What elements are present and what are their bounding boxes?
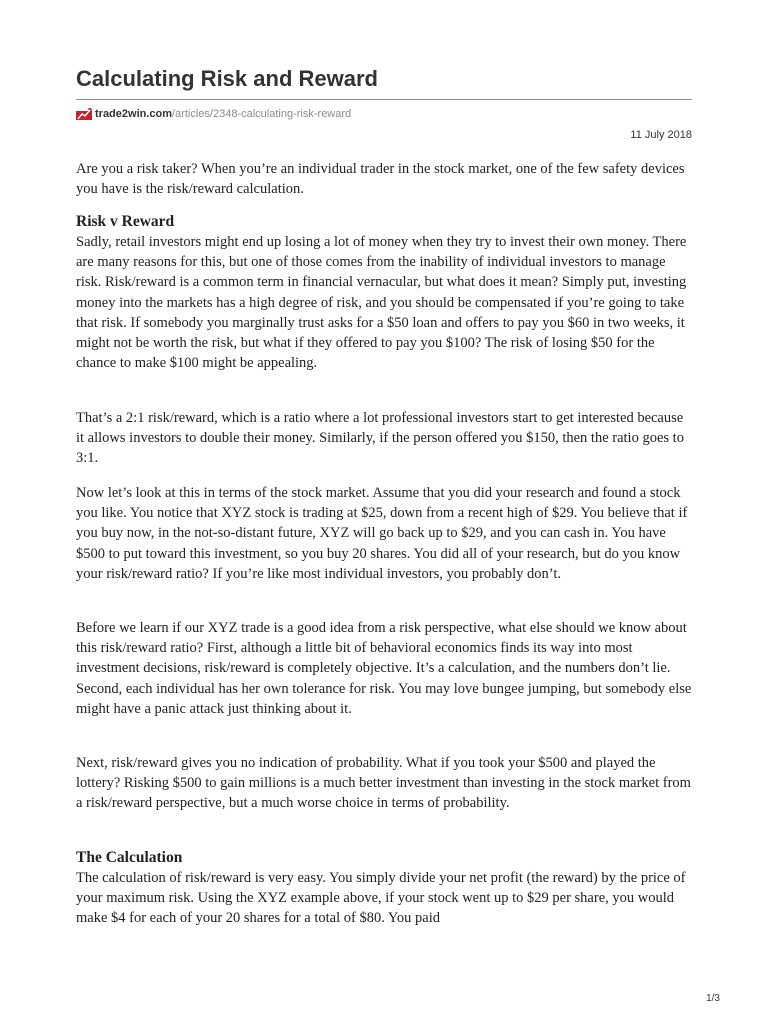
paragraph-body-3: Now let’s look at this in terms of the stock market. Assume that you did your research and found a stock you like. You notice that XYZ stock is trading at $25, down from a recent high of $29. You believe that if you buy now, in the not-so-distant future, XYZ will go back up to $29, and you can cash in. You have $500 to put toward this investment, so you buy 20 shares. You did all of your research, but do you know your risk/reward ratio? If you’re like most individual investors, you probably don’t. xyxy=(76,485,688,582)
paragraph-body-2: That’s a 2:1 risk/reward, which is a ratio where a lot professional investors start to get interested because it allows investors to double their money. Similarly, if the person offered you $150, then the ratio goes to 3:1. xyxy=(76,410,684,467)
paragraph-body-1: Sadly, retail investors might end up losing a lot of money when they try to invest their own money. There are many reasons for this, but one of those comes from the inability of individual investors to manage risk. Risk/reward is a common term in financial vernacular, but what does it mean? Simply put, investing money into the markets has a high degree of risk, and you should be compensated if you’re going to take that risk. If somebody you marginally trust asks for a $50 loan and offers to pay you $60 in two weeks, it might not be worth the risk, but what if they offered to pay you $100? The risk of losing $50 for the chance to make $100 might be appealing. xyxy=(76,234,687,372)
paragraph-body-6: The calculation of risk/reward is very easy. You simply divide your net profit (the reward) by the price of your maximum risk. Using the XYZ example above, if your stock went up to $29 per share, you would make $4 for each of your 20 shares for a total of $80. You paid xyxy=(76,870,686,927)
page-number: 1/3 xyxy=(706,993,720,1004)
publish-date: 11 July 2018 xyxy=(630,129,692,141)
paragraph-body-5: Next, risk/reward gives you no indication of probability. What if you took your $500 and played the lottery? Risking $500 to gain millions is a much better investment than investing in the stock market from a risk/reward perspective, but a much worse choice in terms of probability. xyxy=(76,755,691,812)
source-domain: trade2win.com xyxy=(95,108,173,120)
title-divider xyxy=(76,99,692,100)
source-path: /articles/2348-calculating-risk-reward xyxy=(172,108,352,120)
paragraph-intro: Are you a risk taker? When you’re an individual trader in the stock market, one of the few safety devices you have is the risk/reward calculation. xyxy=(76,161,685,198)
paragraph-body-4: Before we learn if our XYZ trade is a good idea from a risk perspective, what else should we know about this risk/reward ratio? First, although a little bit of behavioral economics finds its way into most investment decisions, risk/reward is completely objective. It’s a calculation, and the numbers don’t lie. Second, each individual has her own tolerance for risk. You may love bungee jumping, but somebody else might have a panic attack just thinking about it. xyxy=(76,620,692,717)
trade2win-logo-icon xyxy=(76,108,93,121)
source-url[interactable] xyxy=(76,106,351,122)
heading-the-calculation: The Calculation xyxy=(76,849,183,866)
heading-risk-v-reward: Risk v Reward xyxy=(76,213,175,230)
page-title: Calculating Risk and Reward xyxy=(76,66,378,91)
